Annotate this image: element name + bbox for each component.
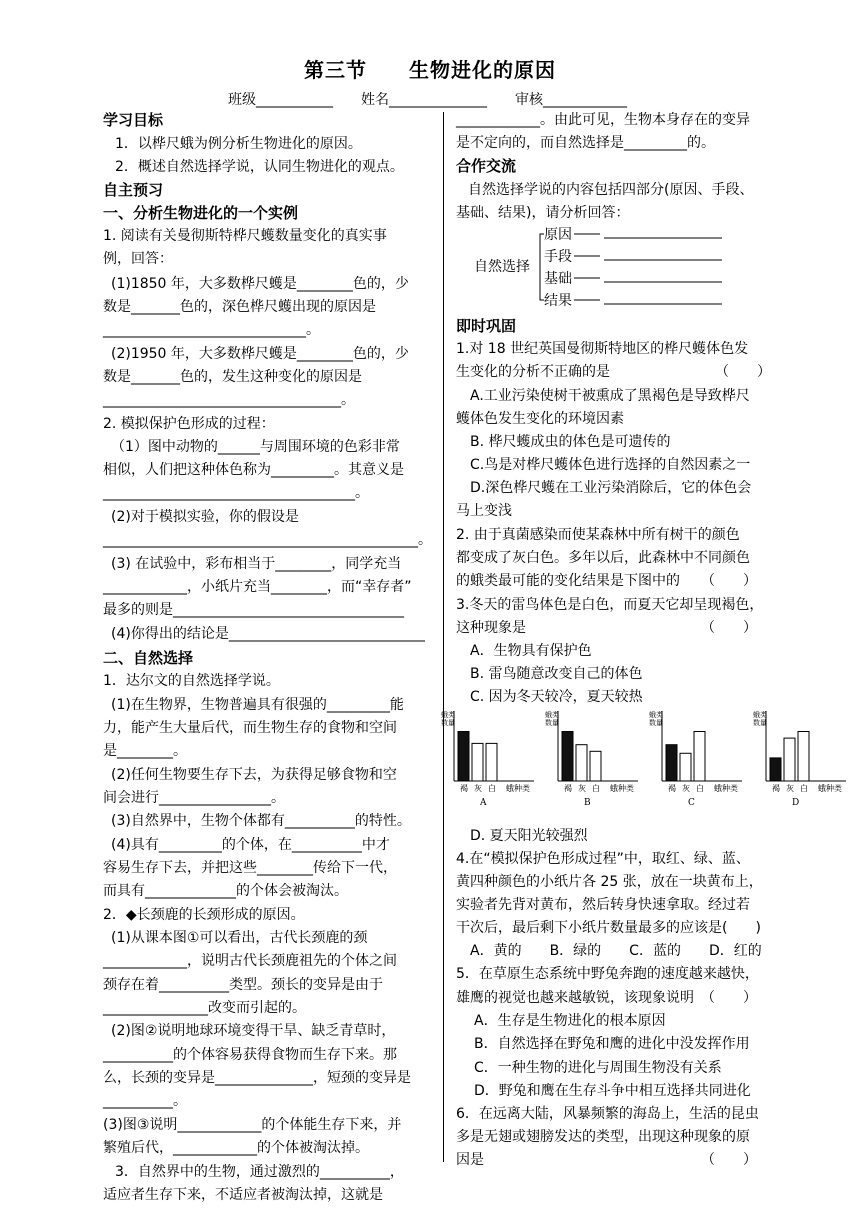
text-line: ____________________________________。 — [103, 485, 369, 501]
diagram-item: 手段 — [544, 249, 572, 265]
chart-bar — [472, 743, 483, 781]
chart-panel-label: D — [792, 798, 800, 808]
text-line: ____________。由此可见，生物本身存在的变异 — [456, 112, 750, 128]
section-heading: 一、分析生物进化的一个实例 — [103, 204, 299, 222]
text-line: 适应者生存下来，不适应者被淘汰掉，这就是 — [103, 1187, 383, 1203]
chart-bar — [458, 732, 469, 782]
text-line: 繁殖后代，____________的个体被淘汰掉。 — [103, 1140, 369, 1156]
chart-bar — [694, 732, 705, 782]
page-title: 第三节 生物进化的原因 — [304, 58, 556, 82]
text-line: D．野兔和鹰在生存斗争中相互选择共同进化 — [474, 1083, 751, 1099]
text-line: _____________________________。 — [103, 322, 320, 338]
chart-category-label: 白 — [488, 784, 496, 793]
text-line: 2. 模拟保护色形成的过程： — [103, 416, 275, 432]
text-line: B. 桦尺蠖成虫的体色是可遗传的 — [470, 434, 671, 450]
text-line: A．生物具有保护色 — [470, 643, 592, 659]
text-line: _______________改变而引起的。 — [103, 1000, 306, 1016]
text-line: ____________，小纸片充当________，而“幸存者” — [103, 579, 412, 595]
chart-xlabel: 蛾种类 — [714, 784, 738, 793]
chart-panel-label: A — [480, 798, 487, 808]
text-line: 是不定向的，而自然选择是_________的。 — [456, 135, 715, 151]
chart-category-label: 褐 — [460, 784, 468, 793]
text-line: 2．概述自然选择学说，认同生物进化的观点。 — [115, 159, 404, 175]
chart-bar — [770, 758, 781, 781]
text-line: （1）图中动物的______与周围环境的色彩非常 — [111, 439, 400, 455]
text-line: D.深色桦尺蠖在工业污染消除后，它的体色会 — [470, 480, 752, 496]
text-line: 自然选择学说的内容包括四部分(原因、手段、 — [468, 182, 754, 198]
text-line: A.工业污染使树干被熏成了黑褐色是导致桦尺 — [470, 388, 750, 404]
text-line: ____________，说明古代长颈鹿祖先的个体之间 — [103, 953, 397, 969]
moth-bar-charts — [436, 703, 856, 808]
chart-ylabel: 蛾类数量 — [649, 711, 663, 727]
text-line: 因是 （ ） — [456, 1152, 757, 1168]
chart-category-label: 灰 — [786, 784, 794, 793]
chart-bar — [680, 753, 691, 781]
text-line: 1．达尔文的自然选择学说。 — [103, 673, 280, 689]
text-line: (2)任何生物要生存下去，为获得足够食物和空 — [111, 767, 397, 783]
text-line: 1.对 18 世纪英国曼彻斯特地区的桦尺蠖体色发 — [456, 341, 749, 357]
section-heading: 二、自然选择 — [103, 649, 194, 667]
chart-category-label: 褐 — [772, 784, 780, 793]
chart-bar — [562, 732, 573, 782]
text-line: 1. 阅读有关曼彻斯特桦尺蠖数量变化的真实事 — [103, 228, 387, 244]
text-line: __________。 — [103, 1093, 187, 1109]
diagram-item: 结果 — [544, 293, 572, 309]
chart-bar — [576, 745, 587, 781]
section-heading: 自主预习 — [103, 181, 164, 199]
text-line: 容易生存下去，并把这些________传给下一代， — [103, 860, 397, 876]
diagram-center: 自然选择 — [474, 259, 530, 275]
chart-panel-D — [753, 710, 846, 808]
chart-bar — [590, 751, 601, 781]
text-line: C．一种生物的进化与周围生物没有关系 — [474, 1060, 722, 1076]
text-line: _____________________________________________。 — [103, 532, 432, 548]
chart-panel-label: C — [688, 798, 695, 808]
text-line: 都变成了灰白色。多年以后，此森林中不同颜色 — [456, 550, 750, 566]
chart-ylabel: 蛾类数量 — [441, 711, 455, 727]
text-line: (4)具有_________的个体，在__________中才 — [111, 837, 390, 853]
text-line: (3)图③说明____________的个体能生存下来，并 — [103, 1117, 402, 1133]
chart-category-label: 灰 — [578, 784, 586, 793]
text-line: 例，回答： — [103, 251, 173, 267]
text-line: A．黄的 B．绿的 C．蓝的 D．红的 — [470, 943, 762, 959]
text-line: (2)1950 年，大多数桦尺蠖是________色的，少 — [111, 346, 409, 362]
chart-ylabel: 蛾类数量 — [545, 711, 559, 727]
text-line: 是________。 — [103, 743, 187, 759]
text-line: (3)自然界中，生物个体都有__________的特性。 — [111, 813, 411, 829]
text-line: (1)1850 年，大多数桦尺蠖是________色的，少 — [111, 276, 409, 292]
text-line: 而具有_____________的个体会被淘汰。 — [103, 883, 348, 899]
text-line: 马上变浅 — [456, 503, 512, 519]
text-line: 2. 由于真菌感染而使某森林中所有树干的颜色 — [456, 527, 740, 543]
text-line: __________________________________。 — [103, 392, 355, 408]
chart-xlabel: 蛾种类 — [818, 784, 842, 793]
text-line: 实验者先背对黄布，然后转身快速拿取。经过若 — [456, 897, 750, 913]
chart-bar — [486, 743, 497, 781]
natural-selection-diagram — [470, 220, 730, 310]
text-line: 这种现象是 （ ） — [456, 620, 757, 636]
chart-xlabel: 蛾种类 — [506, 784, 530, 793]
text-line: 3.冬天的雷鸟体色是白色，而夏天它却呈现褐色， — [456, 597, 764, 613]
text-line: 数是_______色的，发生这种变化的原因是 — [103, 369, 362, 385]
chart-bar — [666, 745, 677, 781]
chart-bar — [798, 732, 809, 782]
text-line: 最多的则是_________________________________ — [103, 602, 404, 618]
info-line: 班级___________ 姓名______________ 审核____________ — [228, 92, 627, 108]
text-line: B．自然选择在野兔和鹰的进化中没发挥作用 — [474, 1036, 750, 1052]
text-line: 相似，人们把这种体色称为_________。其意义是 — [103, 462, 404, 478]
diagram-brace — [540, 234, 544, 300]
text-line: 干次后，最后剩下小纸片数量最多的应该是( ) — [456, 920, 761, 936]
text-line: (2)图②说明地球环境变得干旱、缺乏青草时， — [111, 1023, 396, 1039]
chart-xlabel: 蛾种类 — [610, 784, 634, 793]
chart-panel-label: B — [584, 798, 591, 808]
text-line: 雄鹰的视觉也越来越敏锐，该现象说明 （ ） — [456, 990, 757, 1006]
chart-bar — [784, 738, 795, 781]
text-line: 1．以桦尺蛾为例分析生物进化的原因。 — [115, 136, 362, 152]
chart-panel-C — [649, 710, 742, 808]
text-line: D. 夏天阳光较强烈 — [470, 828, 588, 844]
text-line: C. 因为冬天较冷，夏天较热 — [470, 689, 643, 705]
diagram-item: 基础 — [544, 271, 572, 287]
diagram-item: 原因 — [544, 227, 572, 243]
text-line: 多是无翅或翅膀发达的类型，出现这种现象的原 — [456, 1129, 750, 1145]
text-line: B. 雷鸟随意改变自己的体色 — [470, 666, 643, 682]
text-line: 力，能产生大量后代，而生物生存的食物和空间 — [103, 720, 397, 736]
text-line: A．生存是生物进化的根本原因 — [474, 1013, 666, 1029]
chart-panel-B — [545, 710, 638, 808]
text-line: 3．自然界中的生物，通过激烈的__________， — [115, 1164, 404, 1180]
section-heading: 合作交流 — [456, 157, 517, 175]
text-line: C.鸟是对桦尺蠖体色进行选择的自然因素之一 — [470, 457, 751, 473]
chart-category-label: 褐 — [668, 784, 676, 793]
chart-category-label: 白 — [696, 784, 704, 793]
text-line: 间会进行________________。 — [103, 790, 285, 806]
text-line: 6．在远离大陆，风暴频繁的海岛上，生活的昆虫 — [456, 1106, 759, 1122]
column-divider — [443, 112, 444, 1162]
chart-category-label: 灰 — [682, 784, 690, 793]
text-line: (1)在生物界，生物普遍具有很强的_________能 — [111, 697, 404, 713]
text-line: 蠖体色发生变化的环境因素 — [456, 411, 624, 427]
chart-ylabel: 蛾类数量 — [753, 711, 767, 727]
chart-category-label: 灰 — [474, 784, 482, 793]
text-line: 的蛾类最可能的变化结果是下图中的 （ ） — [456, 573, 757, 589]
chart-category-label: 白 — [800, 784, 808, 793]
chart-panel-A — [441, 710, 534, 808]
text-line: 2．◆长颈鹿的长颈形成的原因。 — [103, 907, 305, 923]
text-line: 么，长颈的变异是______________，短颈的变异是 — [103, 1070, 411, 1086]
text-line: (4)你得出的结论是____________________________ — [111, 626, 425, 642]
text-line: (2)对于模拟实验，你的假设是 — [111, 509, 299, 525]
section-heading: 即时巩固 — [456, 317, 517, 335]
text-line: __________的个体容易获得食物而生存下来。那 — [103, 1047, 397, 1063]
text-line: 生变化的分析不正确的是 （ ） — [456, 364, 771, 380]
text-line: 5．在草原生态系统中野兔奔跑的速度越来越快， — [456, 966, 759, 982]
text-line: (1)从课本图①可以看出，古代长颈鹿的颈 — [111, 930, 368, 946]
text-line: 4.在“模拟保护色形成过程”中，取红、绿、蓝、 — [456, 851, 750, 867]
text-line: 颈存在着__________类型。颈长的变异是由于 — [103, 977, 383, 993]
chart-category-label: 褐 — [564, 784, 572, 793]
chart-category-label: 白 — [592, 784, 600, 793]
text-line: (3) 在试验中，彩布相当于________，同学充当 — [111, 556, 402, 572]
section-heading: 学习目标 — [103, 111, 164, 129]
text-line: 数是_______色的，深色桦尺蠖出现的原因是 — [103, 299, 376, 315]
text-line: 基础、结果)，请分析回答： — [456, 205, 630, 221]
text-line: 黄四种颜色的小纸片各 25 张，放在一块黄布上， — [456, 874, 763, 890]
